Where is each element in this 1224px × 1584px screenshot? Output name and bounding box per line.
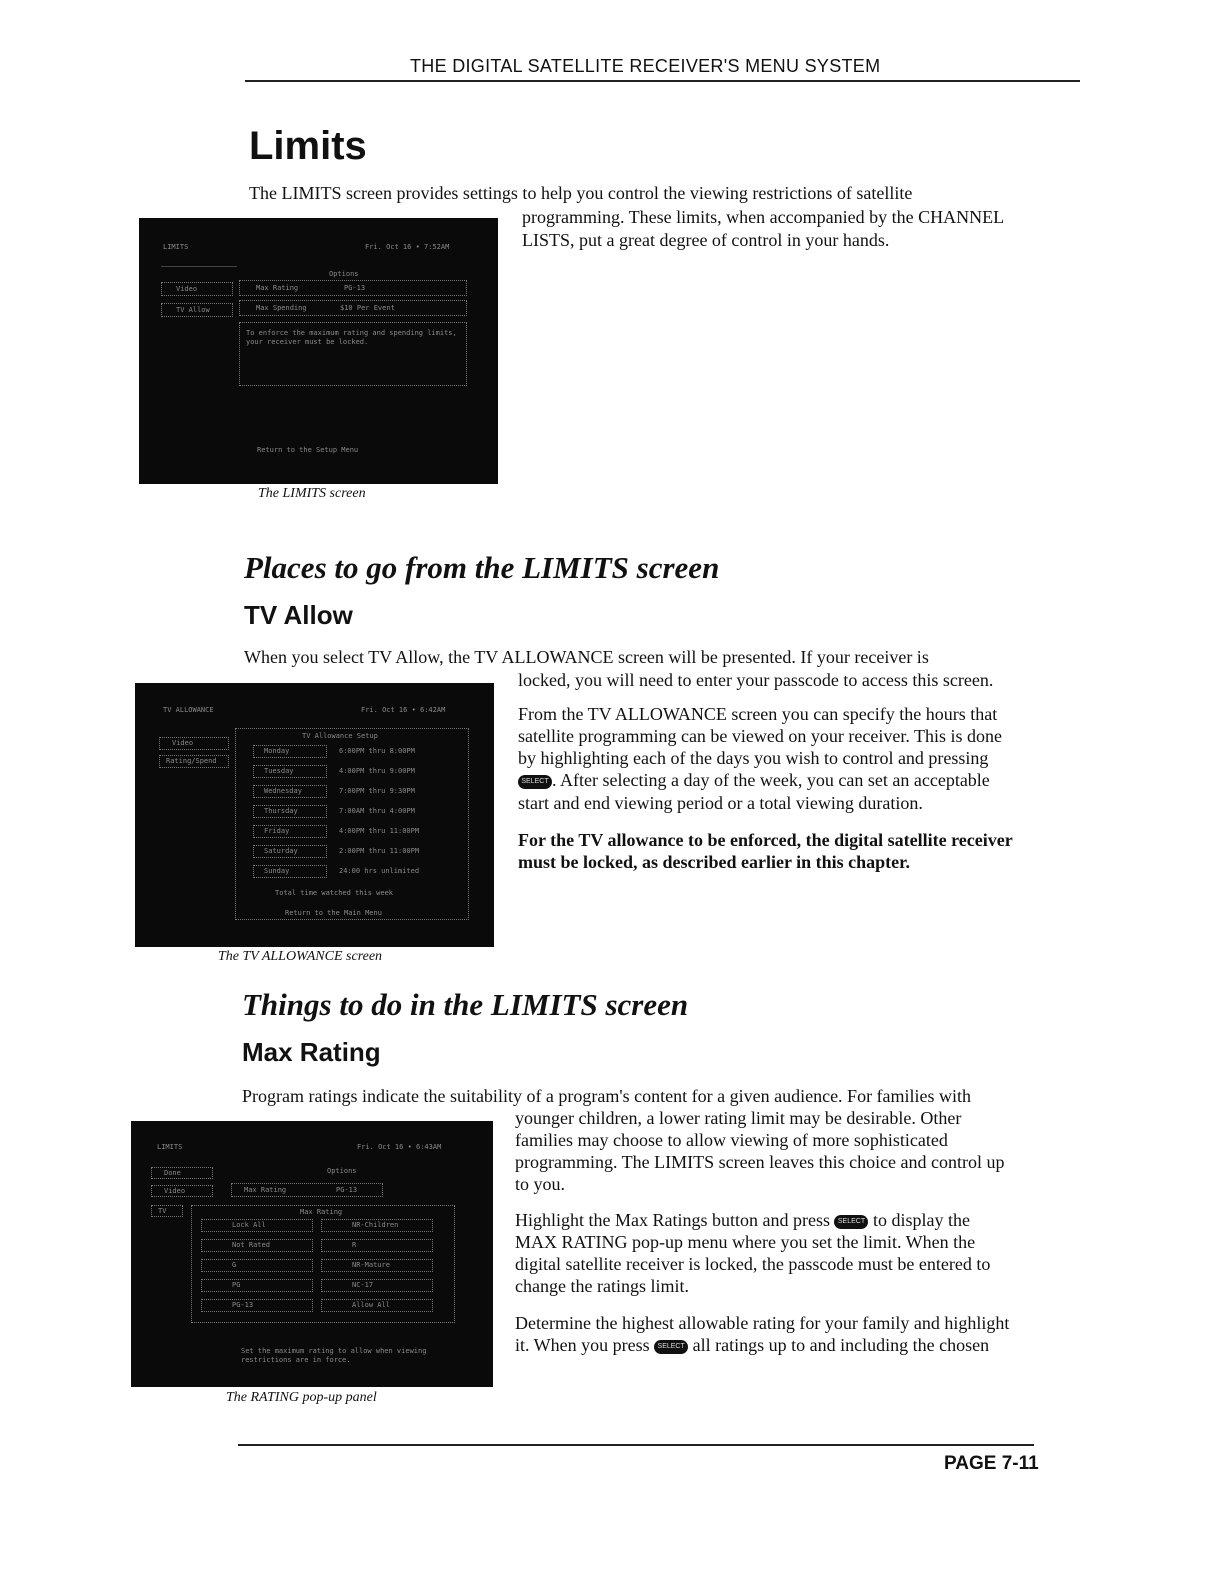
screen-footer: Return to the Main Menu bbox=[285, 909, 382, 917]
day-label: Wednesday bbox=[264, 787, 302, 795]
help-text-box: To enforce the maximum rating and spending limits, your receiver must be locked. bbox=[239, 322, 467, 386]
rating-option bbox=[321, 1259, 433, 1272]
rating-label: NC-17 bbox=[352, 1281, 374, 1289]
places-para2-line-3: by highlighting each of the days you wish to control and pressing bbox=[518, 748, 989, 768]
tv-allowance-screenshot bbox=[135, 683, 494, 947]
tab-underline bbox=[161, 266, 237, 267]
rating-label: R bbox=[352, 1241, 357, 1249]
caption-tv-allowance: The TV ALLOWANCE screen bbox=[218, 949, 383, 964]
caption-rating-popup: The RATING pop-up panel bbox=[226, 1390, 377, 1405]
allowance-panel: TV Allowance Setup bbox=[235, 728, 469, 920]
things-para2-line-4: change the ratings limit. bbox=[515, 1276, 689, 1296]
section-title-limits: Limits bbox=[249, 124, 367, 168]
row-max-spending: Max Spending $10 Per Event bbox=[239, 300, 467, 316]
rating-option bbox=[201, 1259, 313, 1272]
page-number: PAGE 7-11 bbox=[944, 1453, 1039, 1474]
options-label: Options bbox=[327, 1167, 357, 1175]
rating-label: Not Rated bbox=[232, 1241, 270, 1249]
subtitle-max-rating: Max Rating bbox=[242, 1037, 381, 1067]
rating-option bbox=[201, 1239, 313, 1252]
tab-tv-allow: TV Allow bbox=[161, 303, 233, 317]
screen-clock: Fri. Oct 16 • 6:42AM bbox=[361, 706, 446, 714]
options-label: Options bbox=[329, 270, 359, 278]
rating-label: NR-Children bbox=[352, 1221, 399, 1229]
screen-footer: Return to the Setup Menu bbox=[257, 446, 359, 454]
rating-option bbox=[201, 1299, 313, 1312]
rating-option bbox=[321, 1279, 433, 1292]
section-title-places: Places to go from the LIMITS screen bbox=[244, 550, 720, 585]
rating-option bbox=[321, 1299, 433, 1312]
screen-title: LIMITS bbox=[163, 243, 189, 251]
rating-option bbox=[321, 1239, 433, 1252]
select-button-icon: SELECT bbox=[654, 1340, 688, 1354]
select-button-icon: SELECT bbox=[834, 1215, 868, 1229]
screen-clock: Fri. Oct 16 • 6:43AM bbox=[357, 1143, 442, 1151]
day-row bbox=[253, 745, 327, 758]
things-para2-line-3: digital satellite receiver is locked, the passcode must be entered to bbox=[515, 1254, 991, 1274]
day-label: Sunday bbox=[264, 867, 290, 875]
things-para1-line-1: Program ratings indicate the suitability of a program's content for a given audience. For families with bbox=[242, 1086, 972, 1106]
rating-option bbox=[201, 1279, 313, 1292]
places-para2-line-4: SELECT . After selecting a day of the week, you can set an acceptable bbox=[518, 769, 990, 791]
screen-clock: Fri. Oct 16 • 7:52AM bbox=[365, 243, 450, 251]
things-para1-line-5: to you. bbox=[515, 1174, 566, 1194]
day-label: Monday bbox=[264, 747, 290, 755]
things-para2-line-1: Highlight the Max Ratings button and press SELECT to display the bbox=[515, 1210, 970, 1230]
rating-label: Allow All bbox=[352, 1301, 390, 1309]
places-para3-line-1: For the TV allowance to be enforced, the digital satellite receiver bbox=[518, 830, 1013, 850]
limits-intro-line-1: The LIMITS screen provides settings to help you control the viewing restrictions of satellite bbox=[249, 183, 913, 203]
limits-screenshot bbox=[139, 218, 498, 484]
places-para2-line-1: From the TV ALLOWANCE screen you can specify the hours that bbox=[518, 704, 998, 724]
day-row bbox=[253, 845, 327, 858]
day-label: Thursday bbox=[264, 807, 298, 815]
day-time: 4:00PM thru 11:00PM bbox=[339, 827, 420, 835]
tab-video: Video bbox=[161, 282, 233, 296]
tab-done: Done bbox=[151, 1167, 213, 1179]
day-row bbox=[253, 785, 327, 798]
day-time: 7:00PM thru 9:30PM bbox=[339, 787, 415, 795]
header-rule bbox=[245, 80, 1080, 82]
row-max-rating: Max Rating PG-13 bbox=[231, 1183, 383, 1197]
subtitle-tv-allow: TV Allow bbox=[244, 600, 353, 630]
day-time: 7:00AM thru 4:00PM bbox=[339, 807, 415, 815]
day-time: 6:00PM thru 8:00PM bbox=[339, 747, 415, 755]
screen-title: TV ALLOWANCE bbox=[163, 706, 214, 714]
tab-video: Video bbox=[151, 1185, 213, 1197]
rating-popup-screenshot bbox=[131, 1121, 493, 1387]
day-label: Saturday bbox=[264, 847, 298, 855]
limits-intro-line-2: programming. These limits, when accompanied by the CHANNEL bbox=[522, 207, 1005, 227]
places-para1-line-2: locked, you will need to enter your passcode to access this screen. bbox=[518, 670, 994, 690]
screen-status: Total time watched this week bbox=[275, 889, 394, 897]
places-para3-line-2: must be locked, as described earlier in this chapter. bbox=[518, 852, 910, 872]
places-para2-line-5: start and end viewing period or a total viewing duration. bbox=[518, 793, 923, 813]
popup-help: Set the maximum rating to allow when viewing restrictions are in force. bbox=[241, 1347, 427, 1364]
rating-label: G bbox=[232, 1261, 237, 1269]
rating-option bbox=[321, 1219, 433, 1232]
things-para2-line-2: MAX RATING pop-up menu where you set the limit. When the bbox=[515, 1232, 976, 1252]
row-max-rating: Max Rating PG-13 bbox=[239, 280, 467, 296]
rating-label: Lock All bbox=[232, 1221, 266, 1229]
places-para2-line-2: satellite programming can be viewed on your receiver. This is done bbox=[518, 726, 1003, 746]
day-row bbox=[253, 865, 327, 878]
things-para1-line-4: programming. The LIMITS screen leaves this choice and control up bbox=[515, 1152, 1005, 1172]
rating-option bbox=[201, 1219, 313, 1232]
day-row bbox=[253, 765, 327, 778]
section-title-things: Things to do in the LIMITS screen bbox=[242, 987, 689, 1022]
max-rating-popup: Max Rating bbox=[191, 1205, 455, 1323]
screen-title: LIMITS bbox=[157, 1143, 183, 1151]
day-label: Friday bbox=[264, 827, 290, 835]
tab-video: Video bbox=[159, 737, 229, 750]
day-time: 2:00PM thru 11:00PM bbox=[339, 847, 420, 855]
things-para3-line-2: it. When you press SELECT all ratings up to and including the chosen bbox=[515, 1335, 990, 1355]
select-button-icon: SELECT bbox=[518, 775, 552, 789]
running-header: THE DIGITAL SATELLITE RECEIVER'S MENU SYSTEM bbox=[410, 56, 881, 76]
day-row bbox=[253, 805, 327, 818]
tab-tv: TV bbox=[151, 1205, 183, 1217]
caption-limits: The LIMITS screen bbox=[258, 486, 366, 501]
tab-rating-spend: Rating/Spend bbox=[159, 755, 229, 768]
places-para1-line-1: When you select TV Allow, the TV ALLOWANCE screen will be presented. If your receiver is bbox=[244, 647, 929, 667]
day-time: 24:00 hrs unlimited bbox=[339, 867, 420, 875]
rating-label: PG-13 bbox=[232, 1301, 254, 1309]
day-label: Tuesday bbox=[264, 767, 294, 775]
day-row bbox=[253, 825, 327, 838]
day-time: 4:00PM thru 9:00PM bbox=[339, 767, 415, 775]
things-para1-line-3: families may choose to allow viewing of more sophisticated bbox=[515, 1130, 948, 1150]
rating-label: NR-Mature bbox=[352, 1261, 390, 1269]
limits-intro-line-3: LISTS, put a great degree of control in your hands. bbox=[522, 230, 890, 250]
footer-rule bbox=[238, 1444, 1034, 1446]
rating-label: PG bbox=[232, 1281, 241, 1289]
things-para1-line-2: younger children, a lower rating limit may be desirable. Other bbox=[515, 1108, 962, 1128]
things-para3-line-1: Determine the highest allowable rating for your family and highlight bbox=[515, 1313, 1010, 1333]
